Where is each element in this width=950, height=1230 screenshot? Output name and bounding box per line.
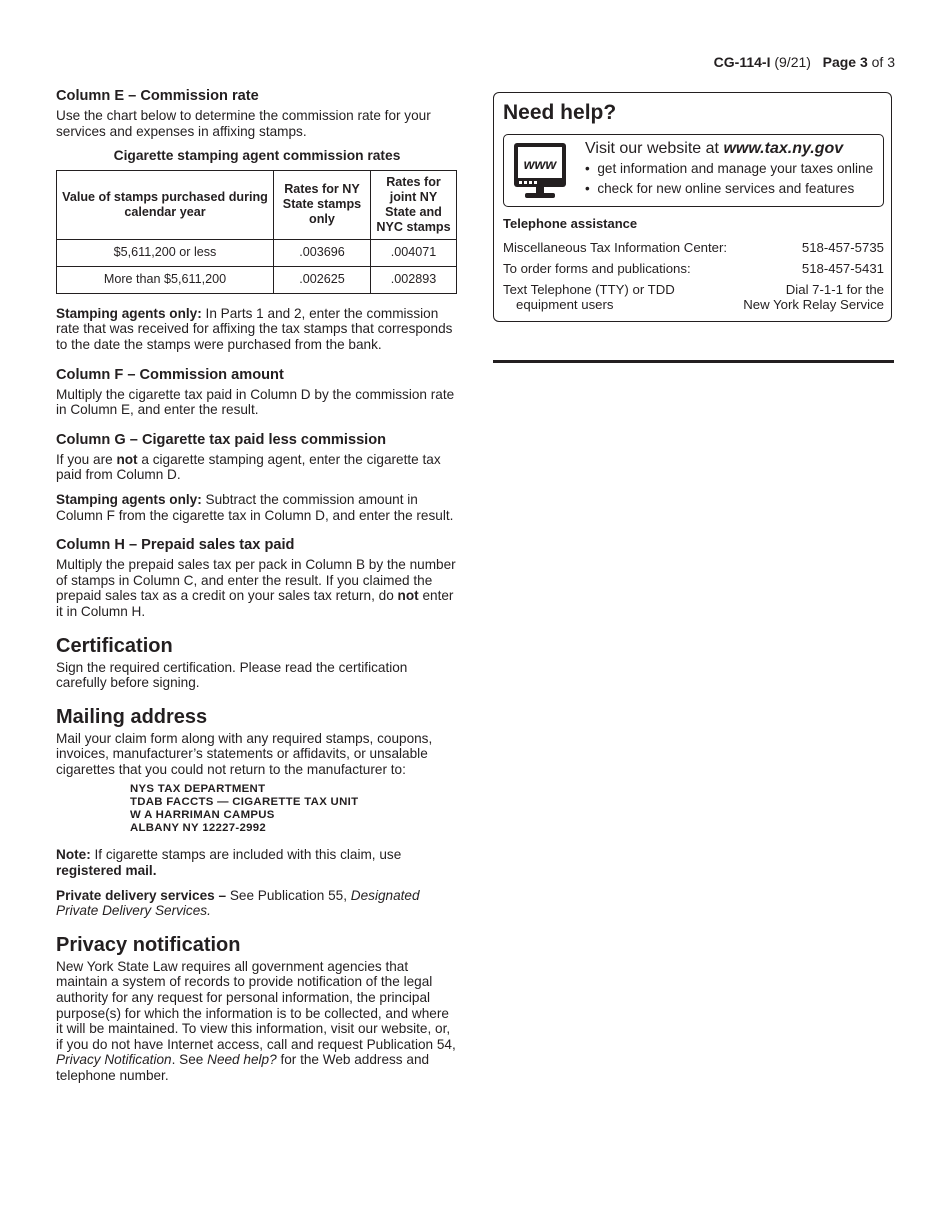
column-h-section (56, 537, 458, 619)
privacy-title: Privacy notification (56, 933, 241, 956)
mailing-section (56, 705, 458, 919)
website-link[interactable]: www.tax.ny.gov (723, 140, 844, 157)
website-box (503, 134, 884, 207)
section-divider (493, 360, 894, 363)
column-g-section (56, 432, 458, 523)
mailing-address (130, 783, 458, 835)
commission-table-title: Cigarette stamping agent commission rates (113, 148, 401, 164)
phone-row (503, 240, 884, 255)
table-header: Value of stamps purchased during calendar year (57, 170, 274, 239)
table-cell: $5,611,200 or less (57, 239, 274, 266)
table-cell: .003696 (274, 239, 371, 266)
privacy-section (56, 933, 458, 1084)
visit-line: Visit our website at www.tax.ny.gov (585, 140, 844, 157)
mailing-note: Note: If cigarette stamps are included with this claim, use registered mail. (56, 847, 402, 879)
list-item: • get information and manage your taxes online (585, 161, 874, 176)
left-column (56, 88, 458, 1098)
page-label: Page 3 (822, 54, 868, 70)
help-bullets (585, 161, 873, 197)
phone-number: Dial 7-1-1 for the New York Relay Service (743, 282, 884, 312)
column-e-section (56, 88, 458, 353)
table-row (57, 266, 457, 293)
phone-label: Text Telephone (TTY) or TDD (503, 282, 675, 297)
form-number: CG-114-I (713, 54, 771, 70)
address-line: NYS TAX DEPARTMENT (130, 783, 266, 796)
table-cell: .004071 (371, 239, 457, 266)
certification-title: Certification (56, 634, 173, 657)
address-line: W A HARRIMAN CAMPUS (130, 809, 275, 822)
need-help-title: Need help? (503, 101, 617, 124)
phone-number: 518-457-5735 (801, 240, 884, 255)
column-g-text: If you are not a cigarette stamping agent, enter the cigarette tax paid from Column D. (56, 451, 441, 483)
column-g-agents-text: Stamping agents only: Subtract the commission amount in Column F from the cigarette tax in Column D, and enter the result. (56, 491, 454, 523)
page-header (714, 54, 895, 70)
phone-row (503, 282, 884, 312)
column-h-title: Column H – Prepaid sales tax paid (56, 537, 295, 554)
need-help-box (493, 92, 892, 322)
computer-monitor-icon (513, 142, 567, 205)
column-e-title: Column E – Commission rate (56, 88, 259, 104)
table-row (57, 239, 457, 266)
private-delivery-text: Private delivery services – See Publication 55, Designated Private Delivery Services. (56, 887, 420, 919)
certification-text: Sign the required certification. Please read the certification carefully before signing. (56, 659, 408, 691)
privacy-text: New York State Law requires all government agencies that maintain a system of records to provide notification of the legal authority for any request for personal information, the principal purpose(s) for which the information is to be collected, and where it will be maintained. To view this information, visit our website, or, if you do not have Internet access, call and request Publication 54, Privacy Notification. See Need help? for the Web address and telephone number. (56, 958, 456, 1083)
phone-row (503, 261, 884, 276)
mailing-title: Mailing address (56, 705, 208, 728)
column-f-title: Column F – Commission amount (56, 366, 284, 383)
certification-section (56, 634, 458, 691)
telephone-assistance-title: Telephone assistance (503, 216, 638, 231)
phone-label-cont: equipment users (516, 297, 614, 312)
agents-label: Stamping agents only: (56, 305, 202, 321)
phone-label: Miscellaneous Tax Information Center: (503, 240, 728, 255)
column-e-agents-text: Stamping agents only: In Parts 1 and 2, enter the commission rate that was received for affixing the tax stamps that corresponds to the date the stamps were purchased from the bank. (56, 305, 453, 352)
phone-number: 518-457-5431 (801, 261, 884, 276)
www-icon-text: www (523, 156, 557, 172)
website-text (585, 140, 873, 201)
mailing-text: Mail your claim form along with any required stamps, coupons, invoices, manufacturer’s statements or affidavits, or unsalable cigarettes that you could not return to the manufacturer to: (56, 730, 433, 777)
column-f-text: Multiply the cigarette tax paid in Column D by the commission rate in Column E, and enter the result. (56, 386, 455, 418)
commission-rates-table (56, 170, 457, 294)
column-f-section (56, 367, 458, 418)
column-e-text: Use the chart below to determine the commission rate for your services and expenses in affixing stamps. (56, 108, 431, 139)
address-line: TDAB FACCTS — CIGARETTE TAX UNIT (130, 796, 359, 809)
column-h-text: Multiply the prepaid sales tax per pack in Column B by the number of stamps in Column C, and enter the result. If you claimed the prepaid sales tax as a credit on your sales tax return, do not enter it in Column H. (56, 557, 456, 619)
page-of: of 3 (871, 54, 895, 70)
table-cell: .002625 (274, 266, 371, 293)
table-header-row (57, 170, 457, 239)
agents-label: Stamping agents only: (56, 491, 202, 507)
table-cell: More than $5,611,200 (57, 266, 274, 293)
list-item: • check for new online services and features (585, 181, 855, 196)
form-date: (9/21) (774, 54, 811, 70)
table-cell: .002893 (371, 266, 457, 293)
table-header: Rates for NY State stamps only (274, 170, 371, 239)
phone-label: To order forms and publications: (503, 261, 691, 276)
address-line: ALBANY NY 12227-2992 (130, 822, 267, 835)
table-header: Rates for joint NY State and NYC stamps (371, 170, 457, 239)
column-g-title: Column G – Cigarette tax paid less commission (56, 431, 387, 448)
